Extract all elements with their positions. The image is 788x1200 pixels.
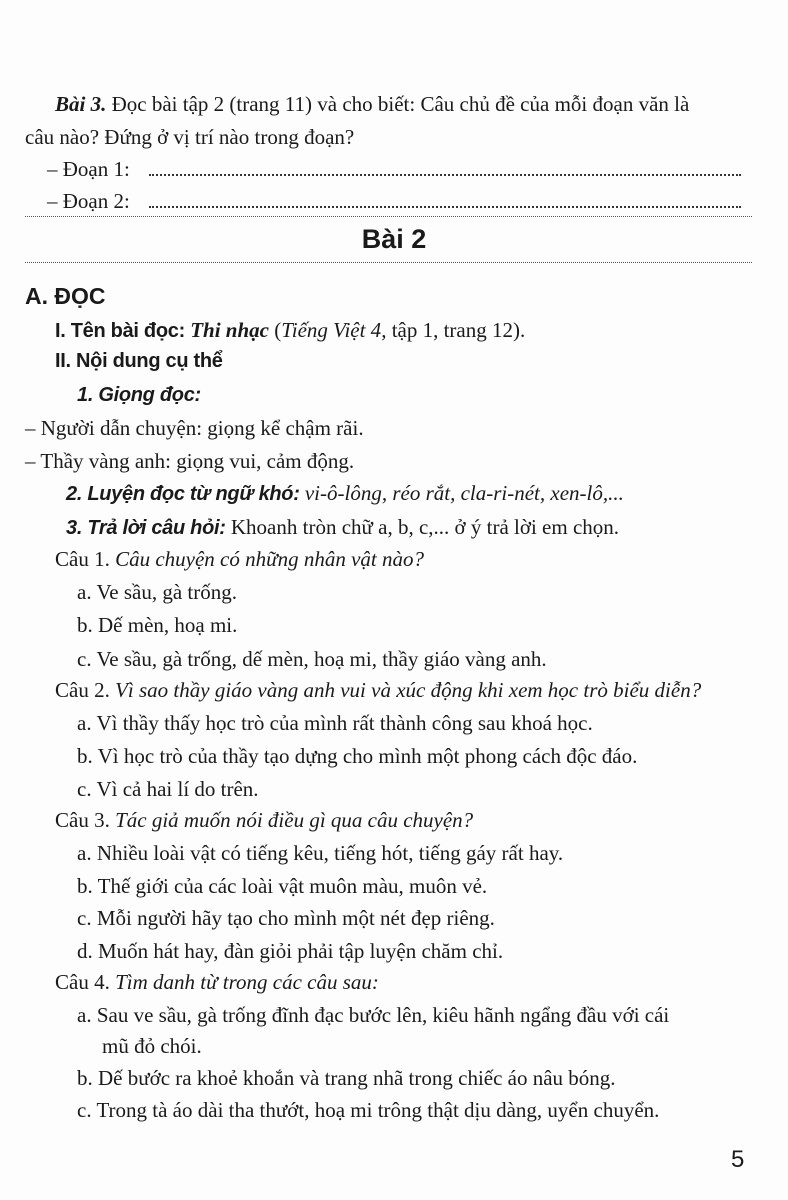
item3-row <box>66 511 619 545</box>
q1-option-b[interactable]: b. Dế mèn, hoạ mi. <box>77 613 238 637</box>
doan1-answer-line[interactable] <box>149 156 741 176</box>
page-number: 5 <box>731 1146 745 1173</box>
q2-option-c[interactable]: c. Vì cả hai lí do trên. <box>77 777 259 801</box>
section-a-heading: A. ĐỌC <box>25 283 106 309</box>
divider-top <box>25 216 752 217</box>
q3-text: Tác giả muốn nói điều gì qua câu chuyện? <box>109 808 474 832</box>
q2-option-b[interactable]: b. Vì học trò của thầy tạo dựng cho mình một phong cách độc đáo. <box>77 744 638 768</box>
reading-source: Tiếng Việt 4 <box>281 318 382 342</box>
q3-option-b[interactable]: b. Thế giới của các loài vật muôn màu, muôn vẻ. <box>77 874 488 898</box>
divider-bottom <box>25 262 752 263</box>
q1-option-a[interactable]: a. Ve sầu, gà trống. <box>77 580 237 604</box>
q4-sentence-a-line2: mũ đỏ chói. <box>102 1034 202 1058</box>
q2-row <box>55 674 701 707</box>
q4-text: Tìm danh từ trong các câu sau: <box>109 970 379 994</box>
q3-option-a[interactable]: a. Nhiều loài vật có tiếng kêu, tiếng hót, tiếng gáy rất hay. <box>77 841 564 865</box>
item1-line2: – Thầy vàng anh: giọng vui, cảm động. <box>25 449 355 473</box>
q2-text: Vì sao thầy giáo vàng anh vui và xúc động khi xem học trò biểu diễn? <box>109 678 702 702</box>
q4-num: Câu 4. <box>55 970 110 994</box>
reading-title: Thi nhạc <box>190 318 269 342</box>
doan1-row <box>47 153 741 186</box>
exercise3-line1 <box>55 88 689 121</box>
q1-num: Câu 1. <box>55 547 110 571</box>
item2-label: 2. Luyện đọc từ ngữ khó: <box>66 483 300 505</box>
item3-label: 3. Trả lời câu hỏi: <box>66 517 226 539</box>
exercise3-label: Bài 3. <box>55 92 107 116</box>
item1-heading: 1. Giọng đọc: <box>77 384 201 406</box>
q4-row <box>55 966 379 999</box>
exercise3-line2: câu nào? Đứng ở vị trí nào trong đoạn? <box>25 125 355 149</box>
q4-sentence-a-line1: a. Sau ve sầu, gà trống đĩnh đạc bước lên, kiêu hãnh ngẩng đầu với cái <box>77 1003 670 1027</box>
doan1-label: – Đoạn 1: <box>47 157 130 181</box>
q4-sentence-b: b. Dế bước ra khoẻ khoắn và trang nhã trong chiếc áo nâu bóng. <box>77 1066 616 1090</box>
item1-line1: – Người dẫn chuyện: giọng kể chậm rãi. <box>25 416 364 440</box>
q1-row <box>55 543 424 576</box>
q1-text: Câu chuyện có những nhân vật nào? <box>109 547 424 571</box>
item2-row <box>66 477 624 511</box>
reading-source-rest: , tập 1, trang 12). <box>381 318 526 342</box>
q2-option-a[interactable]: a. Vì thầy thấy học trò của mình rất thành công sau khoá học. <box>77 711 593 735</box>
doan2-row <box>47 185 741 218</box>
exercise3-text: Đọc bài tập 2 (trang 11) và cho biết: Câu chủ đề của mỗi đoạn văn là <box>106 92 690 116</box>
part1-row <box>55 314 525 348</box>
doan2-answer-line[interactable] <box>149 188 741 208</box>
q3-option-d[interactable]: d. Muốn hát hay, đàn giỏi phải tập luyện chăm chỉ. <box>77 939 504 963</box>
q1-option-c[interactable]: c. Ve sầu, gà trống, dế mèn, hoạ mi, thầy giáo vàng anh. <box>77 647 547 671</box>
part2-heading: II. Nội dung cụ thể <box>55 350 223 372</box>
part1-paren: ( <box>274 318 282 342</box>
part1-label: I. Tên bài đọc: <box>55 320 185 342</box>
item2-words: vi-ô-lông, réo rắt, cla-ri-nét, xen-lô,... <box>299 481 624 505</box>
q4-sentence-c: c. Trong tà áo dài tha thướt, hoạ mi trông thật dịu dàng, uyển chuyển. <box>77 1098 660 1122</box>
q3-row <box>55 804 473 837</box>
q3-num: Câu 3. <box>55 808 110 832</box>
lesson-title: Bài 2 <box>361 224 427 254</box>
item3-instruction: Khoanh tròn chữ a, b, c,... ở ý trả lời em chọn. <box>225 515 620 539</box>
q2-num: Câu 2. <box>55 678 110 702</box>
doan2-label: – Đoạn 2: <box>47 189 130 213</box>
q3-option-c[interactable]: c. Mỗi người hãy tạo cho mình một nét đẹp riêng. <box>77 906 495 930</box>
